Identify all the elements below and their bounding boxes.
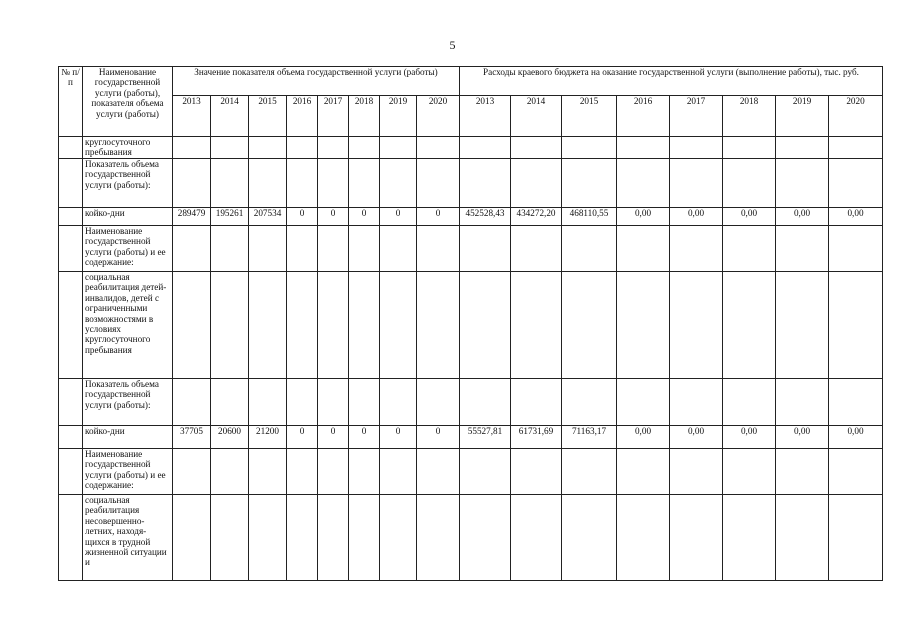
expense-cell [670,137,723,159]
expense-cell [617,137,670,159]
row-name: Показатель объема государственной услуги (работы): [83,159,173,208]
volume-cell [417,272,460,379]
expense-cell [670,379,723,426]
row-name: койко-дни [83,426,173,449]
row-name: койко-дни [83,208,173,226]
header-volume-year: 2016 [287,96,318,137]
table-row [59,426,883,449]
volume-cell [249,449,287,495]
volume-cell: 37705 [173,426,211,449]
header-volume-year: 2015 [249,96,287,137]
expense-cell [511,449,562,495]
expense-cell [776,137,829,159]
table-row [59,226,883,272]
table-row [59,159,883,208]
volume-cell [349,379,380,426]
volume-cell [318,159,349,208]
row-number-cell [59,159,83,208]
expense-cell [511,272,562,379]
volume-cell [173,159,211,208]
volume-cell [380,379,417,426]
header-volume-year: 2019 [380,96,417,137]
volume-cell [287,137,318,159]
expense-cell [562,137,617,159]
volume-cell: 289479 [173,208,211,226]
expense-cell: 71163,17 [562,426,617,449]
expense-cell [670,449,723,495]
expense-cell [829,495,883,581]
expense-cell: 0,00 [670,208,723,226]
expense-cell [511,226,562,272]
header-expense-year: 2017 [670,96,723,137]
volume-cell [380,226,417,272]
expense-cell [723,137,776,159]
volume-cell [287,495,318,581]
table-row [59,208,883,226]
expense-cell [511,379,562,426]
expense-cell [617,379,670,426]
header-volume-group: Значение показателя объема государственной услуги (работы) [173,67,460,96]
volume-cell [249,137,287,159]
volume-cell: 0 [380,426,417,449]
volume-cell [417,449,460,495]
expense-cell: 0,00 [723,426,776,449]
expense-cell: 0,00 [829,426,883,449]
volume-cell [417,137,460,159]
expense-cell [460,272,511,379]
budget-table [58,66,883,581]
header-volume-year: 2020 [417,96,460,137]
expense-cell [829,137,883,159]
expense-cell: 434272,20 [511,208,562,226]
volume-cell [287,272,318,379]
volume-cell [173,495,211,581]
expense-cell [829,159,883,208]
expense-cell: 0,00 [670,426,723,449]
header-expense-year: 2019 [776,96,829,137]
volume-cell [417,226,460,272]
row-name: Наименование государственной услуги (работы) и ее содержание: [83,226,173,272]
volume-cell: 0 [318,208,349,226]
volume-cell: 0 [287,426,318,449]
expense-cell [670,272,723,379]
volume-cell [380,272,417,379]
volume-cell [211,379,249,426]
volume-cell [349,495,380,581]
expense-cell: 452528,43 [460,208,511,226]
volume-cell [380,159,417,208]
row-number-cell [59,137,83,159]
header-expense-year: 2018 [723,96,776,137]
row-name: круглосуточного пребывания [83,137,173,159]
expense-cell [511,495,562,581]
volume-cell [349,272,380,379]
volume-cell: 21200 [249,426,287,449]
header-expense-group: Расходы краевого бюджета на оказание государственной услуги (выполнение работы), тыс. руб. [460,67,883,96]
expense-cell [617,449,670,495]
expense-cell [776,449,829,495]
expense-cell [617,159,670,208]
volume-cell [349,226,380,272]
header-expense-year: 2014 [511,96,562,137]
expense-cell [723,449,776,495]
header-expense-year: 2020 [829,96,883,137]
volume-cell [249,159,287,208]
volume-cell [349,449,380,495]
volume-cell: 20600 [211,426,249,449]
volume-cell [318,272,349,379]
expense-cell [670,226,723,272]
volume-cell [211,495,249,581]
header-volume-year: 2017 [318,96,349,137]
expense-cell [562,379,617,426]
expense-cell [562,272,617,379]
row-name: социальная реабилитация несовершенно-летних, находя-щихся в трудной жизненной ситуации и [83,495,173,581]
volume-cell [211,159,249,208]
row-number-cell [59,272,83,379]
expense-cell [617,226,670,272]
volume-cell [211,226,249,272]
expense-cell [723,379,776,426]
volume-cell [318,495,349,581]
row-number-cell [59,449,83,495]
header-col-name: Наименование государственной услуги (работы), показателя объема услуги (работы) [83,67,173,137]
volume-cell: 0 [287,208,318,226]
volume-cell [318,137,349,159]
volume-cell [249,495,287,581]
volume-cell [249,226,287,272]
table-row [59,379,883,426]
volume-cell [287,379,318,426]
expense-cell: 55527,81 [460,426,511,449]
volume-cell [249,379,287,426]
expense-cell: 0,00 [617,208,670,226]
volume-cell [173,449,211,495]
volume-cell [173,137,211,159]
volume-cell: 207534 [249,208,287,226]
table-row [59,495,883,581]
volume-cell [417,379,460,426]
expense-cell [460,449,511,495]
volume-cell: 0 [349,208,380,226]
expense-cell: 0,00 [776,208,829,226]
volume-cell [287,159,318,208]
row-number-cell [59,379,83,426]
expense-cell [723,159,776,208]
expense-cell [617,495,670,581]
volume-cell [380,495,417,581]
expense-cell: 61731,69 [511,426,562,449]
volume-cell: 0 [417,208,460,226]
volume-cell [173,272,211,379]
volume-cell [211,272,249,379]
expense-cell: 468110,55 [562,208,617,226]
header-expense-year: 2015 [562,96,617,137]
expense-cell [776,379,829,426]
expense-cell: 0,00 [617,426,670,449]
expense-cell: 0,00 [829,208,883,226]
expense-cell [460,159,511,208]
row-name: Наименование государственной услуги (работы) и ее содержание: [83,449,173,495]
header-expense-year: 2013 [460,96,511,137]
expense-cell [562,226,617,272]
volume-cell: 0 [380,208,417,226]
volume-cell [349,159,380,208]
expense-cell [670,159,723,208]
row-number-cell [59,426,83,449]
volume-cell [318,226,349,272]
volume-cell [417,159,460,208]
expense-cell [460,137,511,159]
expense-cell [829,272,883,379]
volume-cell [380,449,417,495]
header-expense-year: 2016 [617,96,670,137]
volume-cell [318,379,349,426]
volume-cell [380,137,417,159]
header-volume-year: 2018 [349,96,380,137]
expense-cell [562,159,617,208]
row-number-cell [59,208,83,226]
table-row [59,449,883,495]
volume-cell [173,379,211,426]
expense-cell [829,226,883,272]
volume-cell [249,272,287,379]
volume-cell [173,226,211,272]
expense-cell: 0,00 [776,426,829,449]
volume-cell: 0 [417,426,460,449]
expense-cell [562,495,617,581]
table-row [59,272,883,379]
expense-cell [723,272,776,379]
volume-cell: 0 [318,426,349,449]
expense-cell [829,379,883,426]
expense-cell [829,449,883,495]
expense-cell [776,226,829,272]
expense-cell [460,226,511,272]
expense-cell [460,495,511,581]
volume-cell [349,137,380,159]
volume-cell [287,449,318,495]
expense-cell [617,272,670,379]
volume-cell: 0 [349,426,380,449]
volume-cell [211,449,249,495]
expense-cell [562,449,617,495]
row-number-cell [59,495,83,581]
expense-cell [511,159,562,208]
volume-cell [211,137,249,159]
expense-cell [776,272,829,379]
expense-cell [460,379,511,426]
row-number-cell [59,226,83,272]
volume-cell: 195261 [211,208,249,226]
expense-cell: 0,00 [723,208,776,226]
volume-cell [318,449,349,495]
expense-cell [670,495,723,581]
header-col-no: № п/ п [59,67,83,137]
header-volume-year: 2014 [211,96,249,137]
row-name: социальная реабилитация детей-инвалидов, детей с ограниченными возможностями в условиях круглосуточного пребывания [83,272,173,379]
table-row [59,137,883,159]
expense-cell [723,495,776,581]
volume-cell [417,495,460,581]
expense-cell [511,137,562,159]
page-number: 5 [449,38,456,52]
expense-cell [723,226,776,272]
expense-cell [776,159,829,208]
header-volume-year: 2013 [173,96,211,137]
volume-cell [287,226,318,272]
row-name: Показатель объема государственной услуги (работы): [83,379,173,426]
expense-cell [776,495,829,581]
